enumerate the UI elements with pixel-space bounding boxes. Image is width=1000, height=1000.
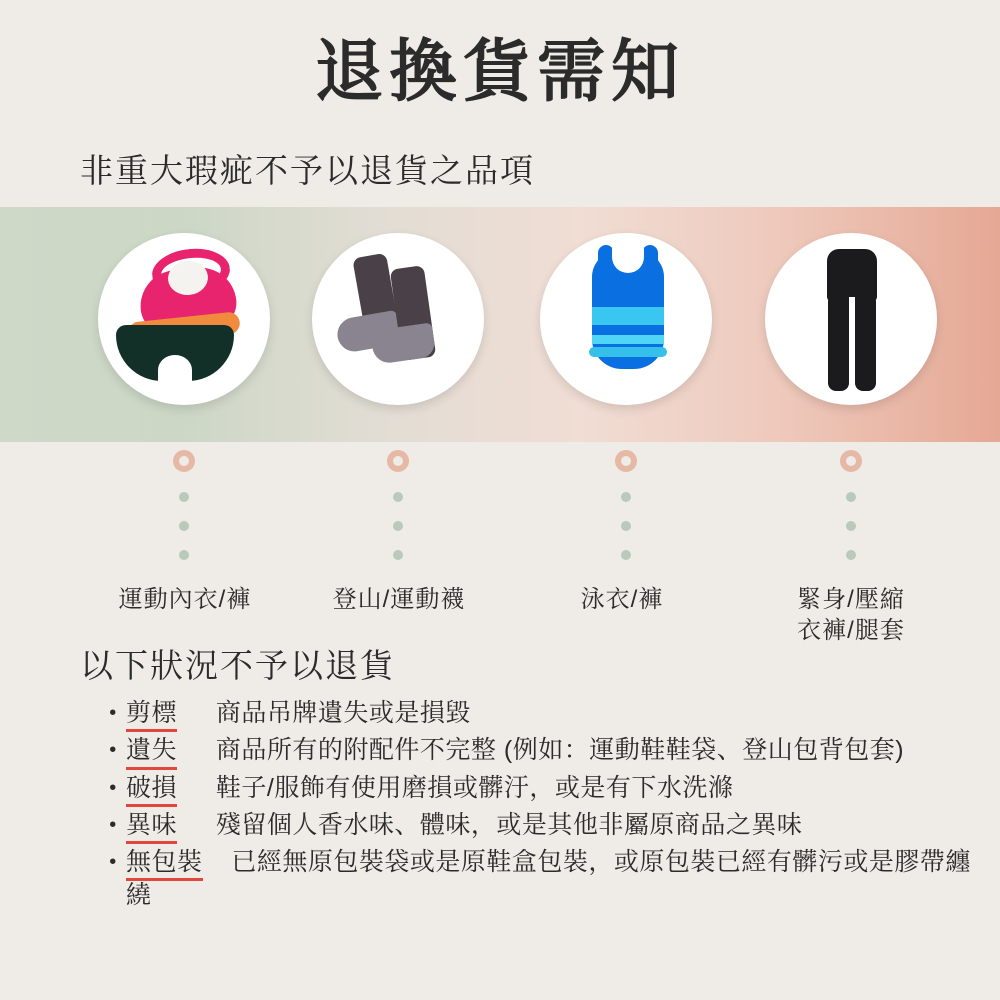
list-item-body [126,809,980,842]
connector-dot [179,521,189,531]
connector-ring-1 [173,450,195,472]
product-caption-sports-underwear: 運動內衣/褲 [118,586,252,613]
product-image-sports-underwear [98,233,270,405]
list-item-text: 商品吊牌遺失或是損毀 [215,699,471,727]
list-item-body [126,697,980,730]
connector-dot [846,521,856,531]
bullet-icon: • [109,702,117,724]
product-image-swimwear [540,233,712,405]
product-image-socks [312,233,484,405]
list-item [100,734,980,767]
list-item [100,697,980,730]
bullet-icon: • [109,739,117,762]
bra-and-briefs-icon [98,233,270,405]
list-item-keyword: 破損 [126,772,183,805]
conditions-heading: 以下狀況不予以退貨 [80,647,395,684]
conditions-list [100,697,980,917]
list-item [100,846,980,913]
connector-dot [621,550,631,560]
page-title: 退換貨需知 [314,34,685,110]
list-item-text: 鞋子/服飾有使用磨損或髒汙，或是有下水洗滌 [215,773,734,802]
connector-dot [846,492,856,502]
connector-dot [179,550,189,560]
page-subtitle: 非重大瑕疵不予以退貨之品項 [80,152,535,189]
product-caption-line1: 緊身/壓縮 [797,586,905,613]
list-item [100,772,980,805]
connector-dot [846,550,856,560]
bullet-icon: • [109,851,117,873]
product-image-compression-wear [765,233,937,405]
list-item-keyword: 剪標 [126,697,183,730]
bullet-icon: • [109,813,117,836]
socks-icon [312,233,484,405]
connector-dot [393,521,403,531]
connector-ring-2 [387,450,409,472]
bullet-icon: • [109,776,117,799]
connector-ring-3 [615,450,637,472]
product-caption-swimwear: 泳衣/褲 [580,586,664,613]
product-caption-line2: 衣褲/腿套 [797,617,905,645]
connector-dot [393,550,403,560]
leggings-icon [765,233,937,405]
swimsuit-icon [540,233,712,405]
list-item-keyword: 異味 [126,809,183,842]
list-item-body [126,846,980,913]
list-item-text: 商品所有的附配件不完整 (例如：運動鞋鞋袋、登山包背包套) [215,736,905,765]
list-item-keyword: 無包裝 [126,846,209,879]
list-item-keyword: 遺失 [126,734,183,767]
list-item-body [126,734,980,767]
connector-dot [393,492,403,502]
list-item-body [126,772,980,805]
product-caption-socks: 登山/運動襪 [332,586,466,613]
connector-dot [179,492,189,502]
list-item-text: 已經無原包裝袋或是原鞋盒包裝，或原包裝已經有髒污或是膠帶纏繞 [126,848,971,910]
connector-ring-4 [840,450,862,472]
list-item-text: 殘留個人香水味、體味，或是其他非屬原商品之異味 [215,810,803,839]
product-caption-compression-wear [758,584,944,646]
connector-dot [621,521,631,531]
connector-dot [621,492,631,502]
list-item [100,809,980,842]
